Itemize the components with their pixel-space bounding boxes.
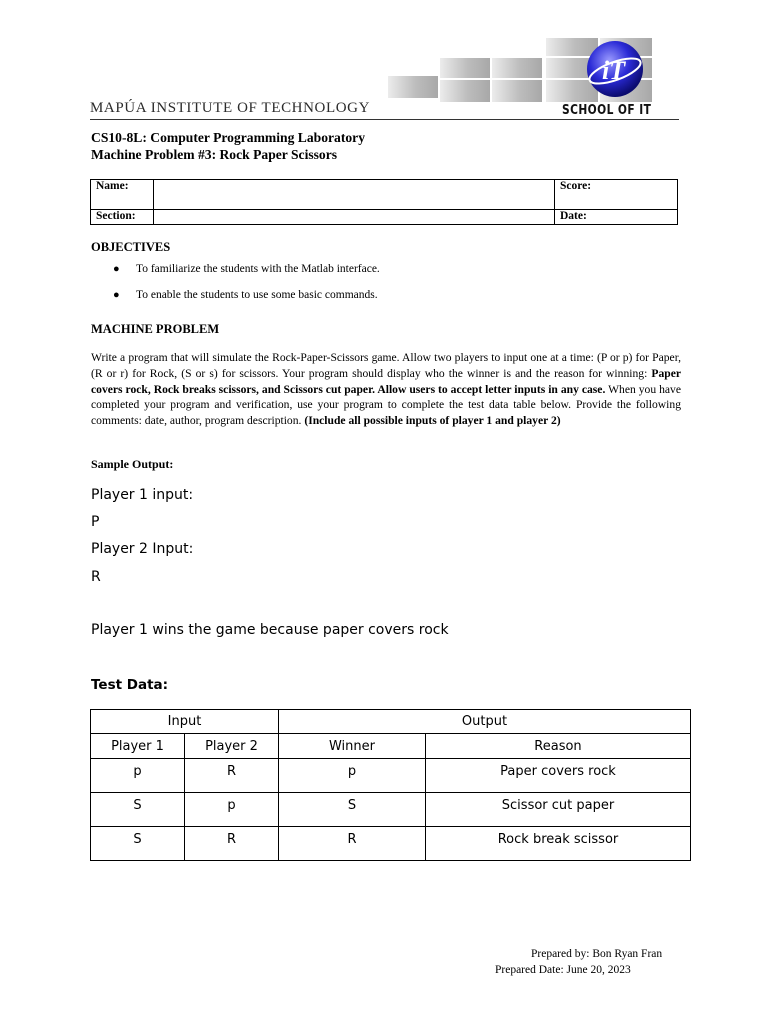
table-cell: p	[91, 759, 185, 793]
name-label: Name:	[91, 180, 154, 210]
machine-problem-description: Write a program that will simulate the Rock-Paper-Scissors game. Allow two players to input one at a time: (P or p) for Paper, (R or r) for Rock, (S or s) for scissors. Your program should display who the winner is and the reason for winning: Paper covers rock, Rock breaks scissors, and Scissors cut paper. Allow users to accept letter inputs in any case. When you have completed your program and verification, use your program to complete the test data table below. Provide the following comments: date, author, program description. (Include all possible inputs of player 1 and player 2)	[91, 351, 682, 428]
sample-p1-prompt: Player 1 input:	[91, 487, 194, 503]
table-cell: Rock break scissor	[426, 827, 691, 861]
course-title	[91, 129, 365, 163]
header-rule	[90, 119, 679, 120]
svg-text:iT: iT	[602, 56, 626, 85]
date-label: Date:	[555, 210, 678, 225]
school-name: SCHOOL OF IT	[562, 103, 652, 118]
prepared-by: Prepared by: Bon Ryan Fran	[531, 948, 663, 960]
column-header: Reason	[426, 734, 691, 759]
table-row	[91, 759, 691, 793]
table-cell: R	[185, 759, 279, 793]
table-cell: S	[91, 793, 185, 827]
course-line-2: Machine Problem #3: Rock Paper Scissors	[91, 147, 338, 162]
score-label: Score:	[555, 180, 678, 210]
table-cell: R	[185, 827, 279, 861]
table-cell: R	[279, 827, 426, 861]
table-cell: Scissor cut paper	[426, 793, 691, 827]
name-field[interactable]	[154, 180, 555, 210]
section-field[interactable]	[154, 210, 555, 225]
table-cell: S	[91, 827, 185, 861]
sample-result: Player 1 wins the game because paper covers rock	[91, 622, 449, 638]
sample-p1-value: P	[91, 514, 100, 530]
column-header: Winner	[279, 734, 426, 759]
institution-name: MAPÚA INSTITUTE OF TECHNOLOGY	[90, 100, 371, 116]
column-header: Player 2	[185, 734, 279, 759]
table-cell: Paper covers rock	[426, 759, 691, 793]
sample-p2-value: R	[91, 569, 101, 585]
test-data-heading: Test Data:	[91, 677, 169, 693]
output-group-header: Output	[279, 710, 691, 734]
machine-problem-heading: MACHINE PROBLEM	[91, 322, 220, 336]
school-logo	[585, 37, 645, 101]
table-cell: p	[185, 793, 279, 827]
table-row	[91, 793, 691, 827]
input-group-header: Input	[91, 710, 279, 734]
column-header: Player 1	[91, 734, 185, 759]
student-info-table	[90, 179, 678, 225]
prepared-date: Prepared Date: June 20, 2023	[495, 964, 631, 976]
test-data-table	[90, 709, 691, 861]
table-cell: p	[279, 759, 426, 793]
table-cell: S	[279, 793, 426, 827]
sample-p2-prompt: Player 2 Input:	[91, 541, 194, 557]
sample-output-heading: Sample Output:	[91, 457, 174, 471]
section-label: Section:	[91, 210, 154, 225]
objectives-heading: OBJECTIVES	[91, 240, 171, 254]
course-line-1: CS10-8L: Computer Programming Laboratory	[91, 130, 365, 145]
table-row	[91, 827, 691, 861]
